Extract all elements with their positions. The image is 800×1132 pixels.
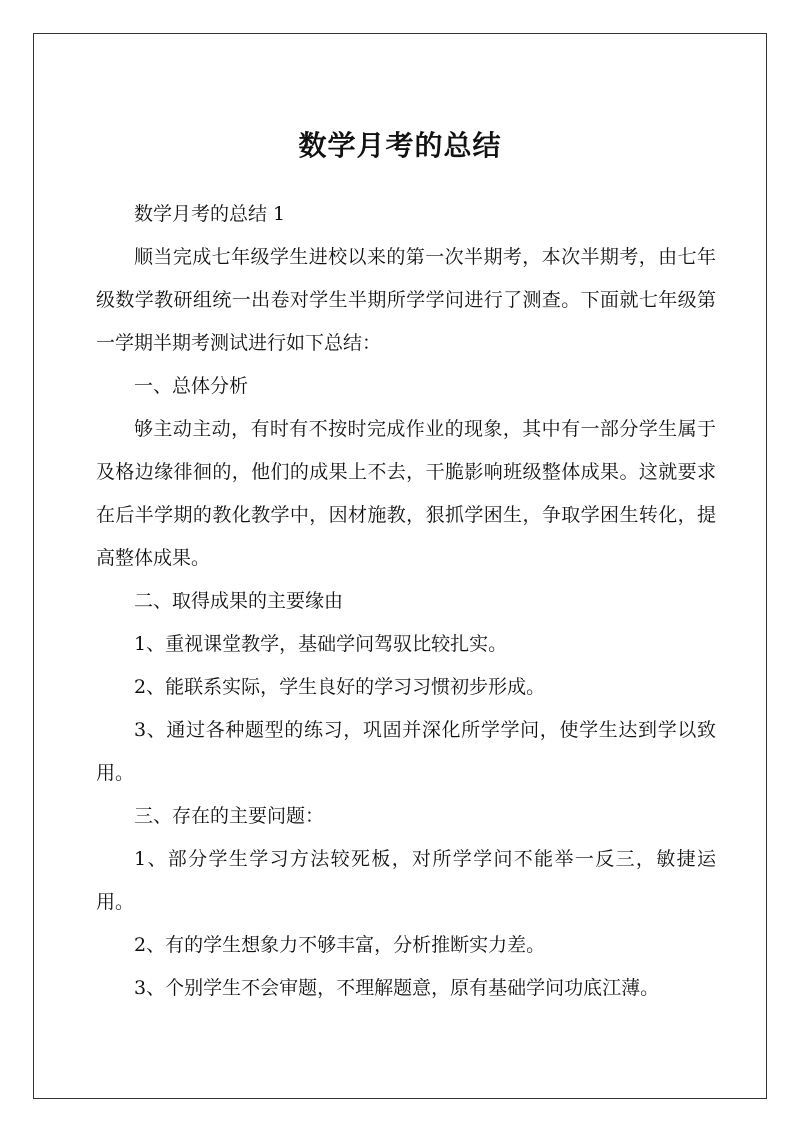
- list-item-problem-3: 3、个别学生不会审题，不理解题意，原有基础学问功底江薄。: [134, 977, 660, 999]
- document-title: 数学月考的总结: [298, 129, 502, 162]
- list-item-reason-3: 3、通过各种题型的练习，巩固并深化所学学问，使学生达到学以致用。: [96, 719, 716, 784]
- paragraph-overall-analysis: 够主动主动，有时有不按时完成作业的现象，其中有一部分学生属于及格边缘徘徊的，他们的成果上不去，干脆影响班级整体成果。这就要求在后半学期的教化教学中，因材施教，狠抓学困生，争取学困生转化，提高整体成果。: [96, 418, 716, 569]
- section-heading-overall-analysis: 一、总体分析: [134, 375, 249, 397]
- paragraph-intro: 顺当完成七年级学生进校以来的第一次半期考，本次半期考，由七年级数学教研组统一出卷对学生半期所学学问进行了测查。下面就七年级第一学期半期考测试进行如下总结：: [96, 246, 716, 354]
- document-body: [96, 193, 716, 1010]
- list-item-reason-2: 2、能联系实际，学生良好的学习习惯初步形成。: [134, 676, 546, 698]
- paragraph-subtitle: 数学月考的总结 1: [134, 203, 286, 225]
- list-item-reason-1: 1、重视课堂教学，基础学问驾驭比较扎实。: [134, 633, 508, 655]
- section-heading-problems: 三、存在的主要问题：: [134, 805, 325, 827]
- list-item-problem-1: 1、部分学生学习方法较死板，对所学学问不能举一反三，敏捷运用。: [96, 848, 716, 913]
- list-item-problem-2: 2、有的学生想象力不够丰富，分析推断实力差。: [134, 934, 546, 956]
- section-heading-reasons: 二、取得成果的主要缘由: [134, 590, 344, 612]
